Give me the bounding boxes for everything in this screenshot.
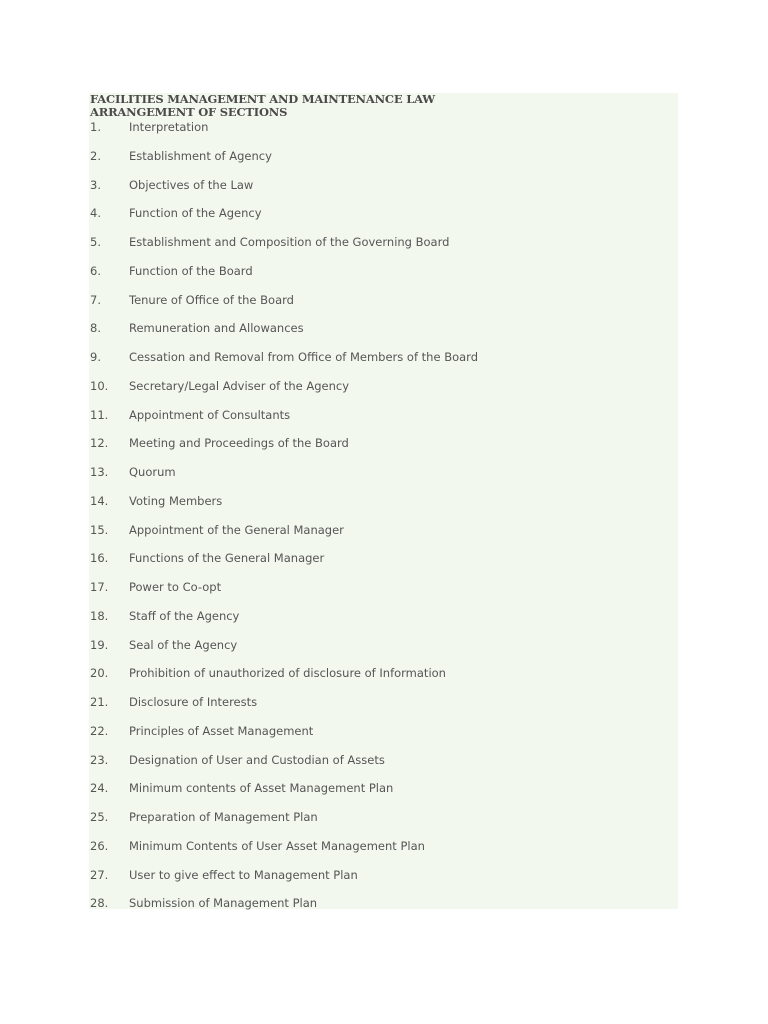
section-title: Voting Members	[129, 493, 223, 508]
section-title: Power to Co-opt	[129, 580, 222, 594]
section-number: 25.	[90, 810, 109, 824]
section-list	[89, 120, 678, 925]
section-title: Designation of User and Custodian of Assets	[129, 752, 385, 767]
section-title: Function of the Board	[129, 263, 253, 278]
section-number: 23.	[90, 752, 109, 767]
section-title: Appointment of the General Manager	[129, 522, 344, 537]
section-title: Seal of the Agency	[129, 637, 238, 652]
section-number: 2.	[90, 148, 101, 163]
section-number: 5.	[90, 235, 101, 249]
section-title: Principles of Asset Management	[129, 723, 314, 738]
section-number: 20.	[90, 666, 109, 681]
section-title: Staff of the Agency	[129, 608, 240, 623]
section-item	[89, 120, 678, 149]
document-title: FACILITIES MANAGEMENT AND MAINTENANCE LAW	[90, 92, 435, 106]
section-item	[89, 810, 678, 839]
section-number: 6.	[90, 263, 101, 278]
section-item	[89, 206, 678, 235]
section-title: Cessation and Removal from Office of Members of the Board	[129, 350, 478, 364]
section-title: Prohibition of unauthorized of disclosure of Information	[129, 666, 446, 681]
section-item	[89, 235, 678, 264]
section-number: 11.	[90, 407, 109, 422]
section-title: Objectives of the Law	[129, 177, 254, 192]
section-title: Appointment of Consultants	[129, 407, 291, 422]
section-item	[89, 896, 678, 925]
section-number: 24.	[90, 781, 109, 796]
section-number: 18.	[90, 608, 109, 623]
section-item	[89, 609, 678, 638]
document-subtitle: ARRANGEMENT OF SECTIONS	[90, 105, 288, 119]
section-number: 9.	[90, 350, 101, 364]
section-item	[89, 379, 678, 408]
section-number: 12.	[90, 436, 109, 451]
section-title: Establishment and Composition of the Governing Board	[129, 235, 450, 249]
section-title: User to give effect to Management Plan	[129, 867, 358, 882]
section-number: 10.	[90, 378, 109, 393]
section-item	[89, 666, 678, 695]
section-item	[89, 149, 678, 178]
section-number: 27.	[90, 867, 109, 882]
section-title: Remuneration and Allowances	[129, 321, 304, 336]
section-number: 16.	[90, 551, 109, 566]
section-item	[89, 293, 678, 322]
section-item	[89, 695, 678, 724]
section-title: Quorum	[129, 465, 176, 479]
section-item	[89, 781, 678, 810]
section-title: Establishment of Agency	[129, 148, 272, 163]
section-item	[89, 264, 678, 293]
section-item	[89, 724, 678, 753]
section-title: Tenure of Office of the Board	[129, 292, 294, 307]
section-item	[89, 178, 678, 207]
section-item	[89, 408, 678, 437]
section-item	[89, 523, 678, 552]
section-number: 7.	[90, 292, 101, 307]
document-content	[89, 93, 678, 909]
section-title: Secretary/Legal Adviser of the Agency	[129, 378, 350, 393]
section-item	[89, 551, 678, 580]
section-item	[89, 350, 678, 379]
section-item	[89, 868, 678, 897]
section-number: 19.	[90, 637, 109, 652]
section-number: 21.	[90, 695, 109, 709]
section-title: Disclosure of Interests	[129, 695, 258, 709]
section-number: 13.	[90, 465, 109, 479]
section-title: Meeting and Proceedings of the Board	[129, 436, 349, 451]
section-number: 3.	[90, 177, 101, 192]
section-item	[89, 436, 678, 465]
section-number: 22.	[90, 723, 109, 738]
section-number: 15.	[90, 522, 109, 537]
section-title: Minimum contents of Asset Management Plan	[129, 781, 394, 796]
section-title: Function of the Agency	[129, 206, 262, 221]
section-number: 14.	[90, 493, 109, 508]
section-item	[89, 321, 678, 350]
section-title: Functions of the General Manager	[129, 551, 325, 566]
section-number: 28.	[90, 896, 109, 911]
section-number: 17.	[90, 580, 109, 594]
section-item	[89, 465, 678, 494]
section-title: Preparation of Management Plan	[129, 810, 318, 824]
section-number: 1.	[90, 120, 101, 134]
section-title: Minimum Contents of User Asset Management Plan	[129, 838, 425, 853]
section-number: 4.	[90, 206, 101, 221]
section-title: Submission of Management Plan	[129, 896, 318, 911]
section-title: Interpretation	[129, 120, 209, 134]
section-item	[89, 839, 678, 868]
section-number: 8.	[90, 321, 101, 336]
section-item	[89, 753, 678, 782]
section-number: 26.	[90, 838, 109, 853]
section-item	[89, 638, 678, 667]
section-item	[89, 494, 678, 523]
section-item	[89, 580, 678, 609]
